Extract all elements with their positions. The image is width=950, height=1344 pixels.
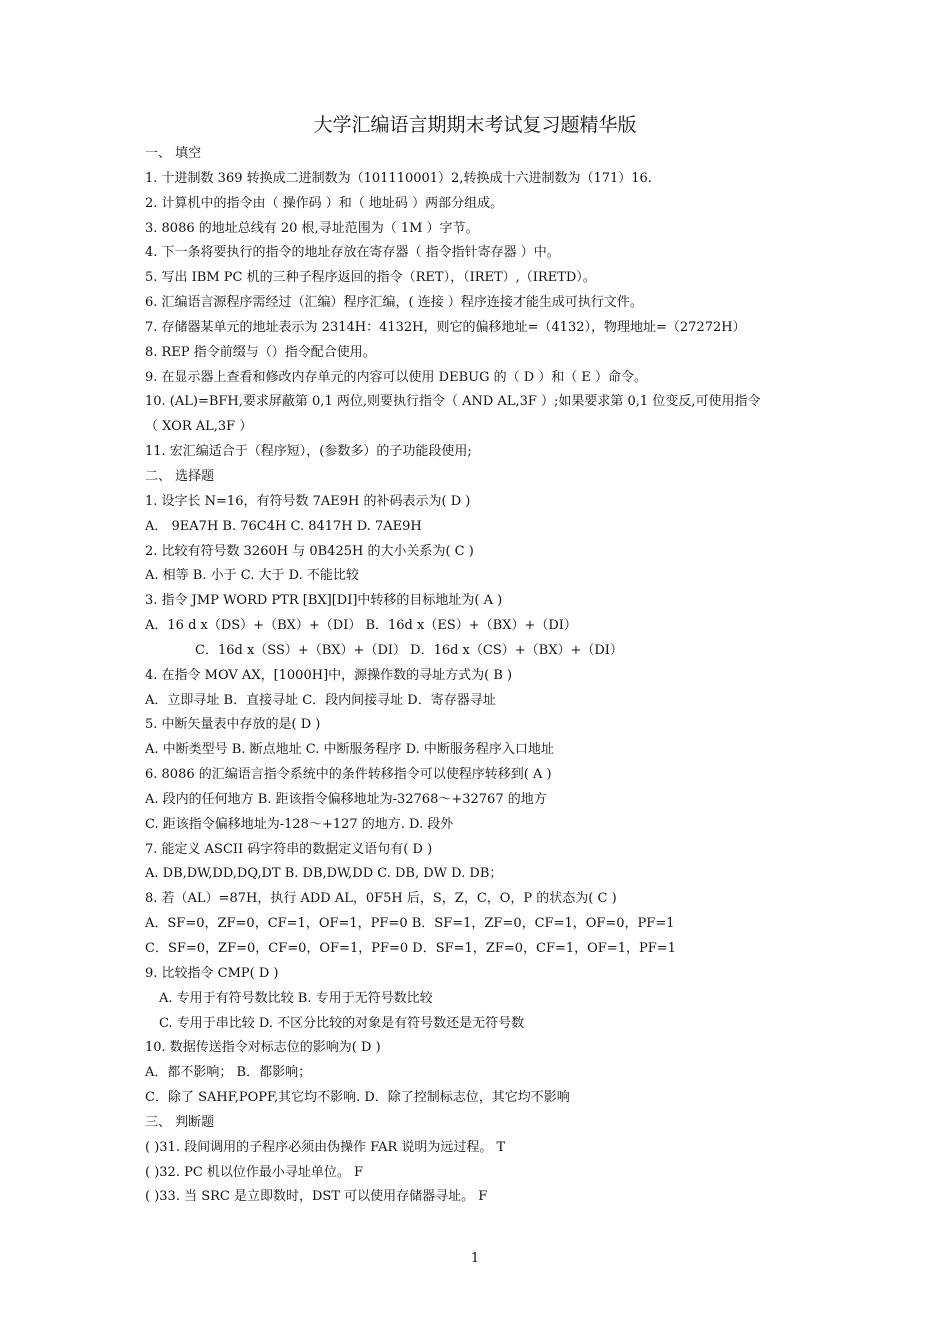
choice-options-10b: C．除了 SAHF,POPF,其它均不影响. D．除了控制标志位，其它均不影响	[145, 1090, 570, 1106]
choice-options-8b: C．SF=0，ZF=0，CF=0，OF=1，PF=0 D．SF=1，ZF=0，CF=1，OF=1，PF=1	[145, 941, 676, 956]
choice-options-10a: A．都不影响； B．都影响；	[145, 1065, 312, 1081]
choice-question-6: 6. 8086 的汇编语言指令系统中的条件转移指令可以使程序转移到( A )	[145, 767, 552, 783]
fill-in-question-3: 3. 8086 的地址总线有 20 根,寻址范围为（ 1M ）字节。	[145, 220, 479, 236]
choice-question-10: 10. 数据传送指令对标志位的影响为( D )	[145, 1040, 381, 1056]
choice-options-1: A． 9EA7H B. 76C4H C. 8417H D. 7AE9H	[145, 518, 422, 534]
fill-in-question-10-continued: （ XOR AL,3F ）	[145, 419, 253, 435]
choice-question-8: 8. 若（AL）=87H，执行 ADD AL，0F5H 后，S，Z，C，O，P 的状态为( C )	[145, 891, 617, 907]
choice-options-3a: A．16 d x（DS）+（BX）+（DI） B．16d x（ES）+（BX）+（DI）	[145, 618, 577, 634]
choice-options-9b: C. 专用于串比较 D. 不区分比较的对象是有符号数还是无符号数	[159, 1015, 525, 1031]
choice-question-5: 5. 中断矢量表中存放的是( D )	[145, 717, 321, 733]
choice-options-7: A. DB,DW,DD,DQ,DT B. DB,DW,DD C. DB, DW D. DB；	[145, 866, 503, 882]
choice-options-3b: C．16d x（SS）+（BX）+（DI） D．16d x（CS）+（BX）+（DI）	[195, 642, 623, 658]
choice-question-7: 7. 能定义 ASCII 码字符串的数据定义语句有( D )	[145, 841, 433, 857]
document-body	[145, 142, 815, 1210]
fill-in-question-5: 5. 写出 IBM PC 机的三种子程序返回的指令（RET），（IRET）,（IRETD）。	[145, 270, 596, 286]
choice-question-9: 9. 比较指令 CMP( D )	[145, 965, 279, 981]
choice-question-2: 2. 比较有符号数 3260H 与 0B425H 的大小关系为( C )	[145, 543, 474, 559]
choice-options-6b: C. 距该指令偏移地址为-128～+127 的地方. D. 段外	[145, 816, 454, 832]
section-heading-fill-in: 一、 填空	[145, 146, 202, 161]
true-false-question-31: ( )31. 段间调用的子程序必须由伪操作 FAR 说明为远过程。 T	[145, 1139, 506, 1155]
choice-options-2: A. 相等 B. 小于 C. 大于 D. 不能比较	[145, 568, 359, 584]
fill-in-question-4: 4. 下一条将要执行的指令的地址存放在寄存器（ 指令指针寄存器 ）中。	[145, 245, 560, 261]
choice-options-9a: A. 专用于有符号数比较 B. 专用于无符号数比较	[159, 990, 433, 1006]
choice-options-6a: A. 段内的任何地方 B. 距该指令偏移地址为-32768～+32767 的地方	[145, 791, 547, 807]
section-heading-true-false: 三、 判断题	[145, 1114, 215, 1130]
choice-question-1: 1. 设字长 N=16，有符号数 7AE9H 的补码表示为( D )	[145, 493, 471, 509]
fill-in-question-8: 8. REP 指令前缀与（）指令配合使用。	[145, 344, 376, 360]
fill-in-question-6: 6. 汇编语言源程序需经过（汇编）程序汇编，( 连接 ）程序连接才能生成可执行文件。	[145, 295, 643, 311]
true-false-question-32: ( )32. PC 机以位作最小寻址单位。 F	[145, 1164, 364, 1180]
choice-question-3: 3. 指令 JMP WORD PTR [BX][DI]中转移的目标地址为( A )	[145, 593, 503, 609]
fill-in-question-2: 2. 计算机中的指令由（ 操作码 ）和（ 地址码 ）两部分组成。	[145, 195, 504, 211]
choice-options-5: A. 中断类型号 B. 断点地址 C. 中断服务程序 D. 中断服务程序入口地址	[145, 742, 554, 758]
fill-in-question-10: 10. (AL)=BFH,要求屏蔽第 0,1 两位,则要执行指令（ AND AL,3F ）;如果要求第 0,1 位变反,可使用指令	[145, 394, 761, 410]
fill-in-question-7: 7. 存储器某单元的地址表示为 2314H：4132H，则它的偏移地址=（4132），物理地址=（27272H）	[145, 319, 746, 335]
section-heading-choice: 二、 选择题	[145, 468, 215, 484]
fill-in-question-1: 1. 十进制数 369 转换成二进制数为（101110001）2,转换成十六进制数为（171）16.	[145, 170, 652, 186]
page-title: 大学汇编语言期期末考试复习题精华版	[313, 114, 637, 136]
choice-options-4: A．立即寻址 B．直接寻址 C．段内间接寻址 D．寄存器寻址	[145, 692, 496, 708]
choice-question-4: 4. 在指令 MOV AX，[1000H]中，源操作数的寻址方式为( B )	[145, 667, 513, 683]
true-false-question-33: ( )33. 当 SRC 是立即数时，DST 可以使用存储器寻址。 F	[145, 1189, 488, 1205]
page-number: 1	[470, 1251, 480, 1266]
fill-in-question-9: 9. 在显示器上查看和修改内存单元的内容可以使用 DEBUG 的（ D ）和（ E ）命令。	[145, 369, 648, 385]
fill-in-question-11: 11. 宏汇编适合于（程序短），(参数多）的子功能段使用;	[145, 444, 472, 460]
choice-options-8a: A．SF=0，ZF=0，CF=1，OF=1，PF=0 B．SF=1，ZF=0，CF=1，OF=0，PF=1	[145, 916, 675, 932]
